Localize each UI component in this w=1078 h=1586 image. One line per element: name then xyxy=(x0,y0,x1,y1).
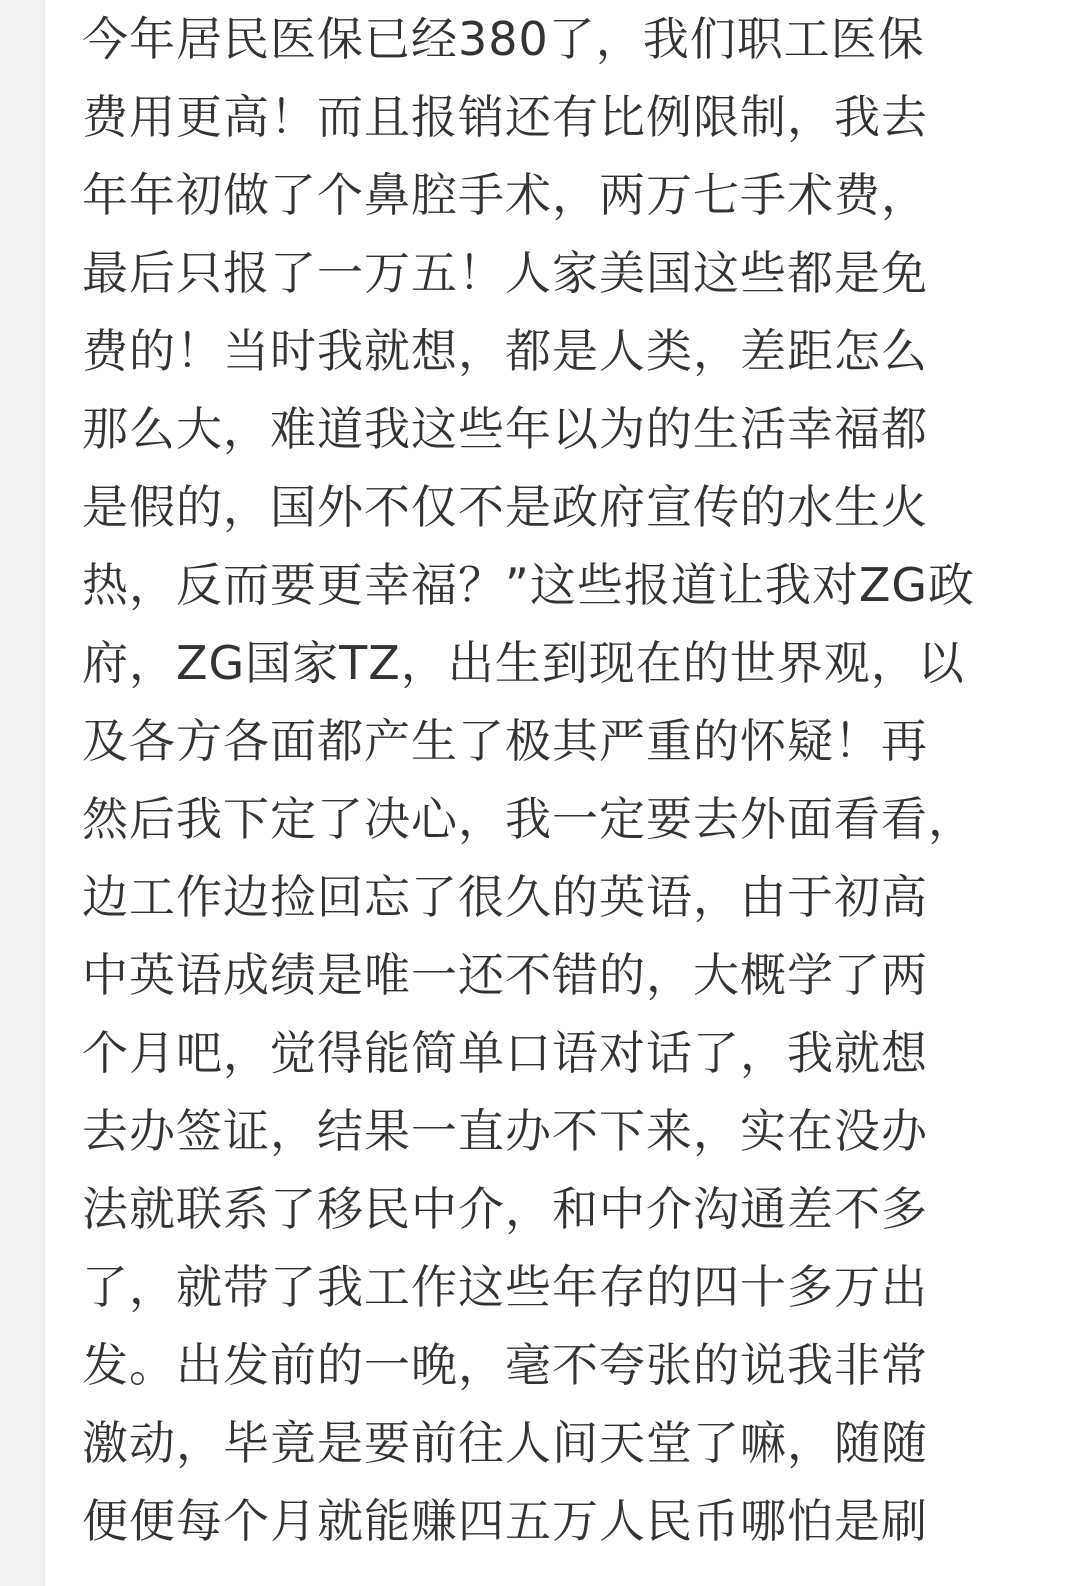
text-line: 中英语成绩是唯一还不错的，大概学了两 xyxy=(82,948,928,1002)
text-line: 年年初做了个鼻腔手术，两万七手术费， xyxy=(82,168,928,222)
text-line: 费用更高！而且报销还有比例限制，我去 xyxy=(82,90,928,144)
text-line: 边工作边捡回忘了很久的英语，由于初高 xyxy=(82,870,928,924)
text-line: 费的！当时我就想，都是人类，差距怎么 xyxy=(82,324,928,378)
text-line: 了，就带了我工作这些年存的四十多万出 xyxy=(82,1260,928,1314)
text-line: 府，ZG国家TZ，出生到现在的世界观，以 xyxy=(82,636,965,690)
article-text xyxy=(82,0,1022,1560)
text-line: 那么大，难道我这些年以为的生活幸福都 xyxy=(82,402,928,456)
text-line: 激动，毕竟是要前往人间天堂了嘛，随随 xyxy=(82,1416,928,1470)
text-line: 及各方各面都产生了极其严重的怀疑！再 xyxy=(82,714,928,768)
text-line: 便便每个月就能赚四五万人民币哪怕是刷 xyxy=(82,1494,928,1548)
text-line: 发。出发前的一晚，毫不夸张的说我非常 xyxy=(82,1338,928,1392)
left-margin-strip xyxy=(0,0,45,1586)
text-line: 去办签证，结果一直办不下来，实在没办 xyxy=(82,1104,928,1158)
text-line: 是假的，国外不仅不是政府宣传的水生火 xyxy=(82,480,928,534)
text-line: 然后我下定了决心，我一定要去外面看看， xyxy=(82,792,975,846)
text-line: 法就联系了移民中介，和中介沟通差不多 xyxy=(82,1182,928,1236)
text-line: 今年居民医保已经380了，我们职工医保 xyxy=(82,12,925,66)
text-line: 最后只报了一万五！人家美国这些都是免 xyxy=(82,246,928,300)
text-line: 个月吧，觉得能简单口语对话了，我就想 xyxy=(82,1026,928,1080)
text-line: 热，反而要更幸福？”这些报道让我对ZG政 xyxy=(82,558,975,612)
